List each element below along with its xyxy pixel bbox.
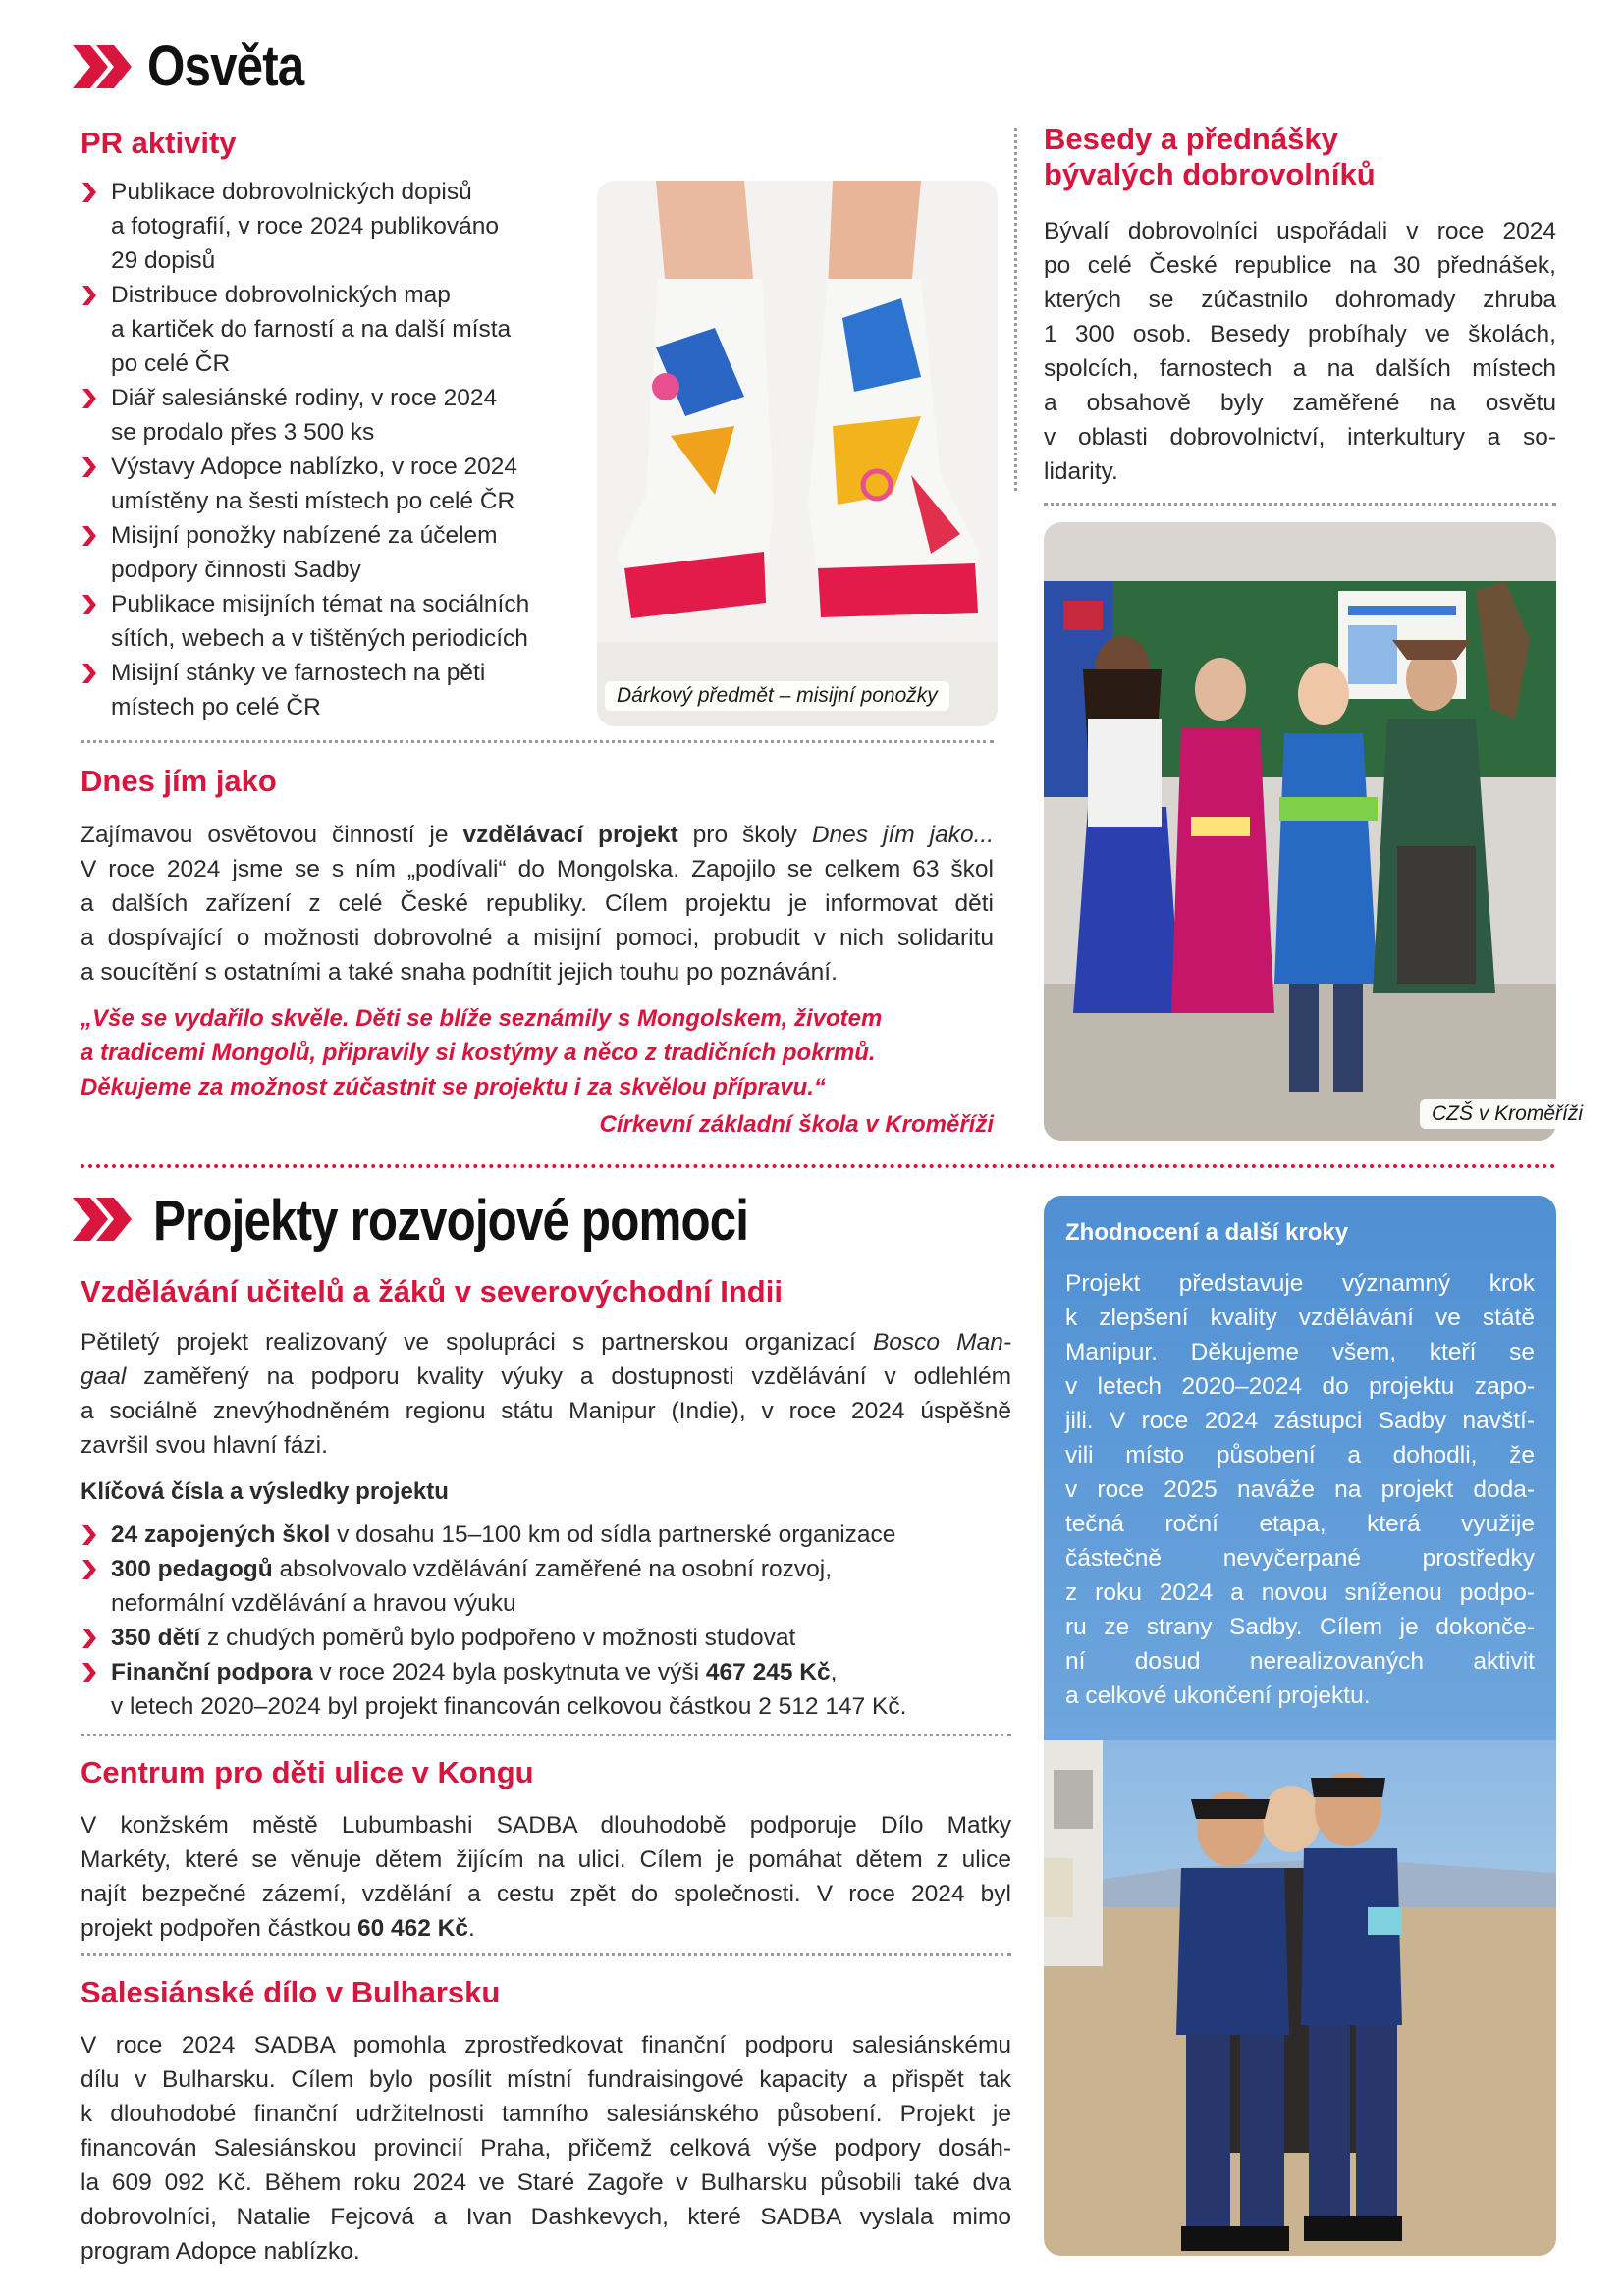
text-line: a dospívající o možnosti dobrovolné a misijní pomoci, probudit v nich solidaritu [81, 925, 994, 951]
text-line: a celkové ukončení projektu. [1065, 1682, 1371, 1709]
list-item: 300 pedagogů absolvovalo vzdělávání zaměřené na osobní rozvoj, neformální vzdělávání a hravou výuku [82, 1552, 1025, 1621]
list-item: Finanční podpora v roce 2024 byla poskytnuta ve výši 467 245 Kč, v letech 2020–2024 byl projekt financován celkovou částkou 2 512 147 Kč. [82, 1655, 1025, 1724]
dnes-quote [81, 1001, 994, 1104]
pr-list-item: Diář salesiánské rodiny, v roce 2024 se prodalo přes 3 500 ks [82, 381, 613, 450]
text-line: Manipur. Děkujeme všem, kteří se [1065, 1339, 1535, 1365]
pr-list-item: Publikace misijních témat na sociálních sítích, webech a v tištěných periodicích [82, 587, 613, 656]
text-line: k dlouhodobé finanční udržitelnosti tamního salesiánského působení. Projekt je [81, 2101, 1011, 2127]
socks-photo [597, 181, 998, 726]
text-line: Děkujeme za možnost zúčastnit se projektu i za skvělou přípravu.“ [81, 1074, 826, 1100]
pr-heading: PR aktivity [81, 126, 237, 160]
indie-subheading: Klíčová čísla a výsledky projektu [81, 1478, 449, 1505]
text-line: a soucítění s ostatními a také snaha podnítit jejich touhu po poznávání. [81, 959, 838, 986]
bullet-chevron-icon [82, 457, 96, 477]
text-line: V roce 2024 jsme se s ním „podívali“ do Mongolska. Zapojilo se celkem 63 škol [81, 856, 994, 882]
text-line: vili místo působení a dohodli, že [1065, 1442, 1535, 1468]
list-item: 24 zapojených škol v dosahu 15–100 km od sídla partnerské organizace [82, 1518, 1025, 1552]
section-divider [81, 1164, 1556, 1168]
text-line: lidarity. [1044, 458, 1118, 485]
text-line: Bývalí dobrovolníci uspořádali v roce 2024 [1044, 218, 1556, 244]
socks-caption: Dárkový předmět – misijní ponožky [605, 681, 949, 711]
text-line: v letech 2020–2024 do projektu zapo- [1065, 1373, 1535, 1400]
besedy-heading-line2: bývalých dobrovolníků [1044, 157, 1376, 191]
bullet-chevron-icon [82, 183, 96, 202]
text-line: jili. V roce 2024 zástupci Sadby navští- [1065, 1408, 1535, 1434]
dnes-quote-author: Církevní základní škola v Kroměříži [599, 1111, 994, 1138]
besedy-heading-line1: Besedy a přednášky [1044, 122, 1338, 156]
bulharsko-heading: Salesiánské dílo v Bulharsku [81, 1975, 501, 2009]
divider [1044, 503, 1556, 506]
text-line: po celé České republice na 30 přednášek, [1044, 252, 1556, 279]
bullet-chevron-icon [82, 1629, 96, 1648]
text-line: a tradicemi Mongolů, připravily si kostýmy a něco z tradičních pokrmů. [81, 1040, 876, 1066]
students-photo [1044, 522, 1556, 1141]
text-line: částečně nevyčerpané prostředky [1065, 1545, 1535, 1572]
evaluation-box [1044, 1196, 1556, 1740]
text-line: v roce 2025 naváže na projekt doda- [1065, 1476, 1535, 1503]
text-line: tečná roční etapa, která využije [1065, 1511, 1535, 1537]
text-line: Projekt představuje významný krok [1065, 1270, 1535, 1297]
text-line: 1 300 osob. Besedy probíhaly ve školách, [1044, 321, 1556, 347]
dnes-heading: Dnes jím jako [81, 764, 277, 798]
pr-list-item: Distribuce dobrovolnických map a kartiček do farností a na další místa po celé ČR [82, 278, 613, 381]
students-caption: CZŠ v Kroměříži [1420, 1099, 1595, 1129]
dnes-text: Zajímavou osvětovou činností je vzdělávací projekt pro školy Dnes jím jako... V roce 2024 jsme se s ním „podívali“ do Mongolska. Zapojilo se celkem 63 škol a dalších zařízení z celé České republiky. Cílem projektu je informovat děti a dospívající o možnosti dobrovolné a misijní pomoci, probudit v nich solidaritu a soucítění s ostatními a také snaha podnítit jejich touhu po poznávání. [81, 818, 994, 989]
pr-list-item: Misijní stánky ve farnostech na pěti místech po celé ČR [82, 656, 613, 724]
text-line: ní dosud nerealizovaných aktivit [1065, 1648, 1535, 1675]
text-line: a dalších zařízení z celé České republiky. Cílem projektu je informovat děti [81, 890, 994, 917]
bulharsko-text [81, 2028, 1011, 2269]
divider [81, 740, 994, 743]
kongo-text: V konžském městě Lubumbashi SADBA dlouhodobě podporuje Dílo Matky Markéty, které se věnuje dětem žijícím na ulici. Cílem je pomáhat dětem z ulice najít bezpečné zázemí, vzdělání a cestu zpět do společnosti. V roce 2024 byl projekt podpořen částkou 60 462 Kč. [81, 1812, 1011, 1942]
text-line: dobrovolníci, Natalie Fejcová a Ivan Dashkevych, které SADBA vyslala mimo [81, 2204, 1011, 2230]
bullet-chevron-icon [82, 1560, 96, 1579]
divider [81, 1953, 1011, 1956]
text-line: a obsahově byly zaměřené na osvětu [1044, 390, 1556, 416]
column-divider [1014, 128, 1017, 491]
list-item: 350 dětí z chudých poměrů bylo podpořeno v možnosti studovat [82, 1621, 1025, 1655]
text-line: financován Salesiánskou provincií Praha, přičemž celková výše podpory dosáh- [81, 2135, 1011, 2162]
text-line: „Vše se vydařilo skvěle. Děti se blíže seznámily s Mongolskem, životem [81, 1005, 883, 1032]
bullet-chevron-icon [82, 1525, 96, 1545]
indie-text: Pětiletý projekt realizovaný ve spolupráci s partnerskou organizací Bosco Man- gaal zaměřený na podporu kvality výuky a dostupnosti vzdělávání v odlehlém a sociálně znevýhodněném regionu státu Manipur (Indie), v roce 2024 úspěšně završil svou hlavní fázi. [81, 1329, 1011, 1459]
text-line: z roku 2024 a novou sníženou podpo- [1065, 1579, 1535, 1606]
pr-list-item: Výstavy Adopce nablízko, v roce 2024 umístěny na šesti místech po celé ČR [82, 450, 613, 518]
pr-list-item: Misijní ponožky nabízené za účelem podpory činnosti Sadby [82, 518, 613, 587]
indie-heading: Vzdělávání učitelů a žáků v severovýchodní Indii [81, 1274, 783, 1308]
besedy-text [1044, 214, 1556, 489]
bullet-chevron-icon [82, 389, 96, 408]
kongo-heading: Centrum pro děti ulice v Kongu [81, 1755, 534, 1789]
indie-results-list [82, 1518, 1025, 1724]
bullet-chevron-icon [82, 1663, 96, 1682]
bullet-chevron-icon [82, 664, 96, 683]
section-chevron-icon [73, 45, 143, 88]
evaluation-text [1065, 1266, 1535, 1713]
evaluation-heading: Zhodnocení a další kroky [1065, 1219, 1349, 1246]
text-line: v oblasti dobrovolnictví, interkultury a so- [1044, 424, 1556, 451]
text-line: kterých se zúčastnilo dohromady zhruba [1044, 287, 1556, 313]
text-line: V roce 2024 SADBA pomohla zprostředkovat finanční podporu salesiánskému [81, 2032, 1011, 2058]
bullet-chevron-icon [82, 286, 96, 305]
section-chevron-icon [73, 1198, 143, 1241]
text-line: program Adopce nablízko. [81, 2238, 360, 2265]
section-title-projekty: Projekty rozvojové pomoci [153, 1189, 749, 1253]
section-title-osveta: Osvěta [147, 34, 304, 98]
pr-list-item: Publikace dobrovolnických dopisů a fotografií, v roce 2024 publikováno 29 dopisů [82, 175, 613, 278]
children-photo [1044, 1740, 1556, 2256]
bullet-chevron-icon [82, 595, 96, 614]
text-line: spolcích, farnostech a na dalších místech [1044, 355, 1556, 382]
divider [81, 1734, 1011, 1736]
bullet-chevron-icon [82, 526, 96, 546]
text-line: ru ze strany Sadby. Cílem je dokonče- [1065, 1614, 1535, 1640]
text-line: la 609 092 Kč. Během roku 2024 ve Staré Zagoře v Bulharsku působili také dva [81, 2169, 1011, 2196]
text-line: dílu v Bulharsku. Cílem bylo posílit místní fundraisingové kapacity a přispět tak [81, 2066, 1011, 2093]
text-line: k zlepšení kvality vzdělávání ve státě [1065, 1305, 1535, 1331]
pr-list [82, 175, 613, 724]
